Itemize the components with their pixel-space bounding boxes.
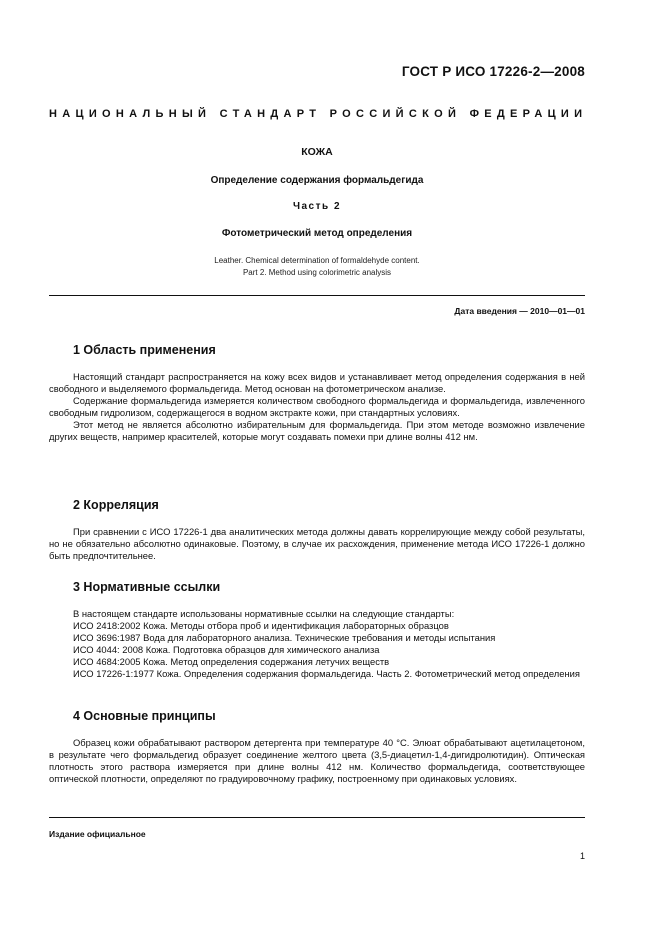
paragraph: Настоящий стандарт распространяется на кожу всех видов и устанавливает метод определения содержания в ней свободного и выделяемого формальдегида. Метод основан на фотометрическом анализе.	[49, 371, 585, 394]
paragraph: При сравнении с ИСО 17226-1 два аналитических метода должны давать коррелирующие между собой результаты, но не обязательно абсолютно одинаковые. Поэтому, в случае их расхождения, применение метода ИСО 17226-1 должно быть предпочтительнее.	[49, 526, 585, 561]
document-id: ГОСТ Р ИСО 17226-2—2008	[401, 64, 585, 79]
paragraph: Этот метод не является абсолютно избирательным для формальдегида. При этом методе возможно извлечение других веществ, например красителей, которые могут создавать помехи при длине волны 412 нм.	[49, 418, 585, 442]
section-correlation	[49, 498, 585, 562]
part-title: Фотометрический метод определения	[221, 228, 413, 239]
reference-item: ИСО 3696:1987 Вода для лабораторного анализа. Технические требования и методы испытания	[73, 631, 496, 643]
part-label: Часть 2	[292, 201, 342, 212]
reference-item: ИСО 4044: 2008 Кожа. Подготовка образцов для химического анализа	[73, 643, 380, 655]
section-normative-references	[49, 580, 585, 679]
section-scope	[49, 343, 585, 442]
section-heading: 1 Область применения	[73, 343, 216, 357]
official-edition-label: Издание официальное	[49, 829, 146, 839]
introduction-date: Дата введения — 2010—01—01	[454, 306, 585, 316]
footer-divider	[49, 817, 585, 818]
section-heading: 3 Нормативные ссылки	[73, 580, 221, 594]
paragraph: Содержание формальдегида измеряется количеством свободного формальдегида и формальдегида, извлеченного свободным гидролизом, содержащегося в водном экстракте кожи, при стандартных условиях.	[49, 394, 585, 418]
reference-item: ИСО 2418:2002 Кожа. Методы отбора проб и идентификация лабораторных образцов	[73, 619, 449, 631]
paragraph: В настоящем стандарте использованы нормативные ссылки на следующие стандарты:	[73, 608, 455, 619]
section-heading: 2 Корреляция	[73, 498, 159, 512]
title-main: КОЖА	[301, 146, 333, 158]
reference-item: ИСО 17226-1:1977 Кожа. Определения содержания формальдегида. Часть 2. Фотометрический метод определения	[73, 667, 580, 679]
english-title-line-2: Part 2. Method using colorimetric analysis	[242, 268, 392, 277]
section-heading: 4 Основные принципы	[73, 709, 216, 723]
title-divider	[49, 295, 585, 296]
english-title-line-1: Leather. Chemical determination of formaldehyde content.	[214, 256, 420, 265]
reference-item: ИСО 4684:2005 Кожа. Метод определения содержания летучих веществ	[73, 655, 390, 667]
title-sub: Определение содержания формальдегида	[210, 175, 424, 186]
national-standard-banner: НАЦИОНАЛЬНЫЙ СТАНДАРТ РОССИЙСКОЙ ФЕДЕРАЦИИ	[49, 108, 588, 120]
paragraph: Образец кожи обрабатывают раствором детергента при температуре 40 °С. Элюат обрабатывают ацетилацетоном, в результате чего формальдегид образует соединение желтого цвета (3,5-диацетил-1,4-дигидролютидин). Оптическая плотность этого раствора измеряется при длине волны 412 нм. Количество формальдегида, соответствующее оптической плотности, определяют по градуировочному графику, построенному при одинаковых условиях.	[49, 737, 585, 784]
page-number: 1	[579, 851, 585, 861]
section-principles	[49, 709, 585, 785]
